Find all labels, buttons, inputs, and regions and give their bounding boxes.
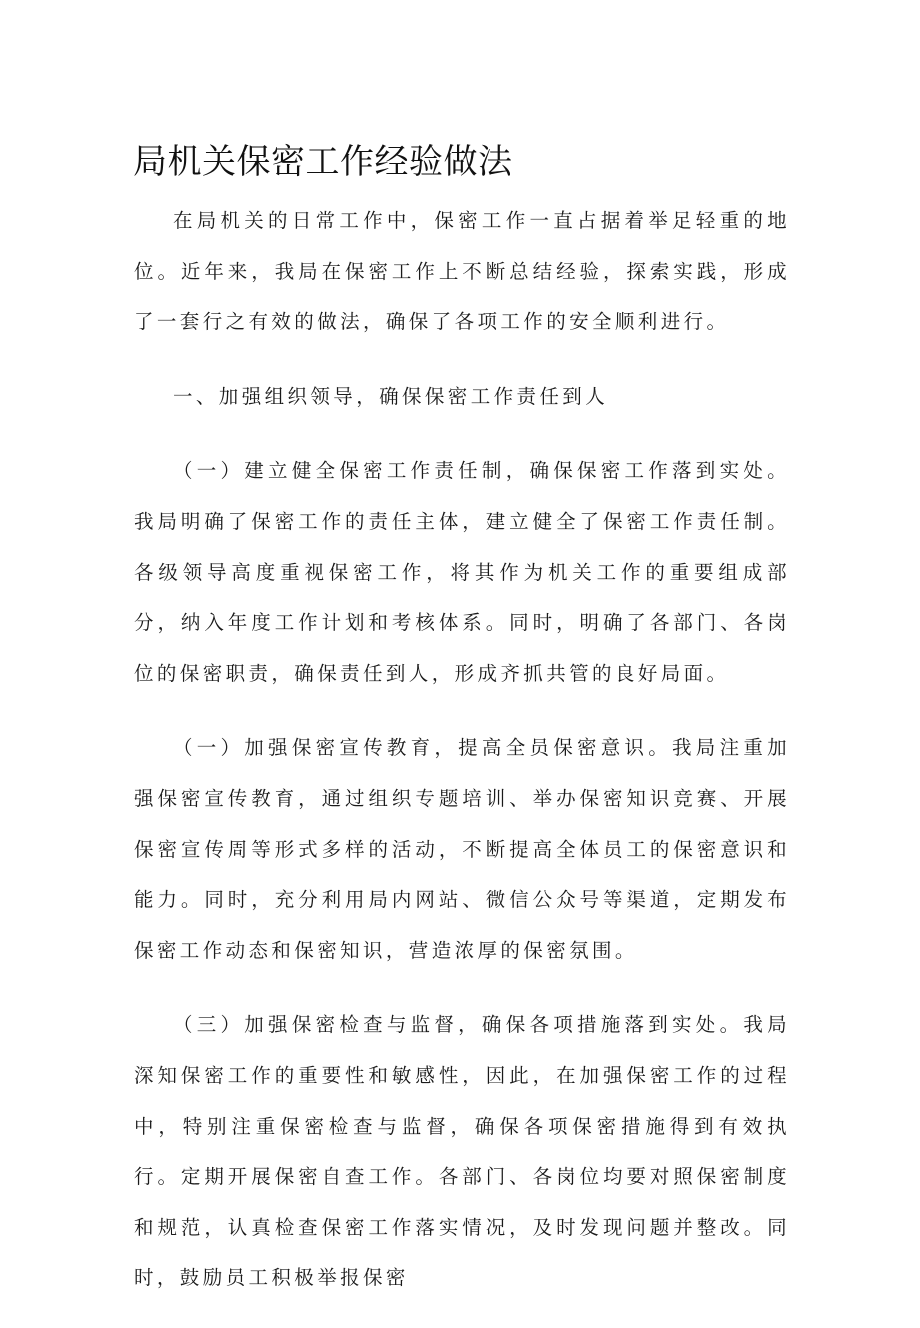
document-title: 局机关保密工作经验做法 (133, 142, 513, 182)
paragraph-publicity-education: （一）加强保密宣传教育，提高全员保密意识。我局注重加强保密宣传教育，通过组织专题培训、举办保密知识竞赛、开展保密宣传周等形式多样的活动，不断提高全体员工的保密意识和能力。同时，充分利用局内网站、微信公众号等渠道，定期发布保密工作动态和保密知识，营造浓厚的保密氛围。 (134, 736, 790, 962)
paragraph-responsibility-system: （一）建立健全保密工作责任制，确保保密工作落到实处。我局明确了保密工作的责任主体，建立健全了保密工作责任制。各级领导高度重视保密工作，将其作为机关工作的重要组成部分，纳入年度工作计划和考核体系。同时，明确了各部门、各岗位的保密职责，确保责任到人，形成齐抓共管的良好局面。 (134, 459, 790, 685)
document-body (134, 196, 790, 1328)
intro-paragraph: 在局机关的日常工作中，保密工作一直占据着举足轻重的地位。近年来，我局在保密工作上不断总结经验，探索实践，形成了一套行之有效的做法，确保了各项工作的安全顺利进行。 (134, 209, 790, 334)
section-heading-1: 一、加强组织领导，确保保密工作责任到人 (173, 384, 609, 408)
paragraph-inspection-supervision: （三）加强保密检查与监督，确保各项措施落到实处。我局深知保密工作的重要性和敏感性，因此，在加强保密工作的过程中，特别注重保密检查与监督，确保各项保密措施得到有效执行。定期开展保密自查工作。各部门、各岗位均要对照保密制度和规范，认真检查保密工作落实情况，及时发现问题并整改。同时，鼓励员工积极举报保密 (134, 1013, 790, 1290)
